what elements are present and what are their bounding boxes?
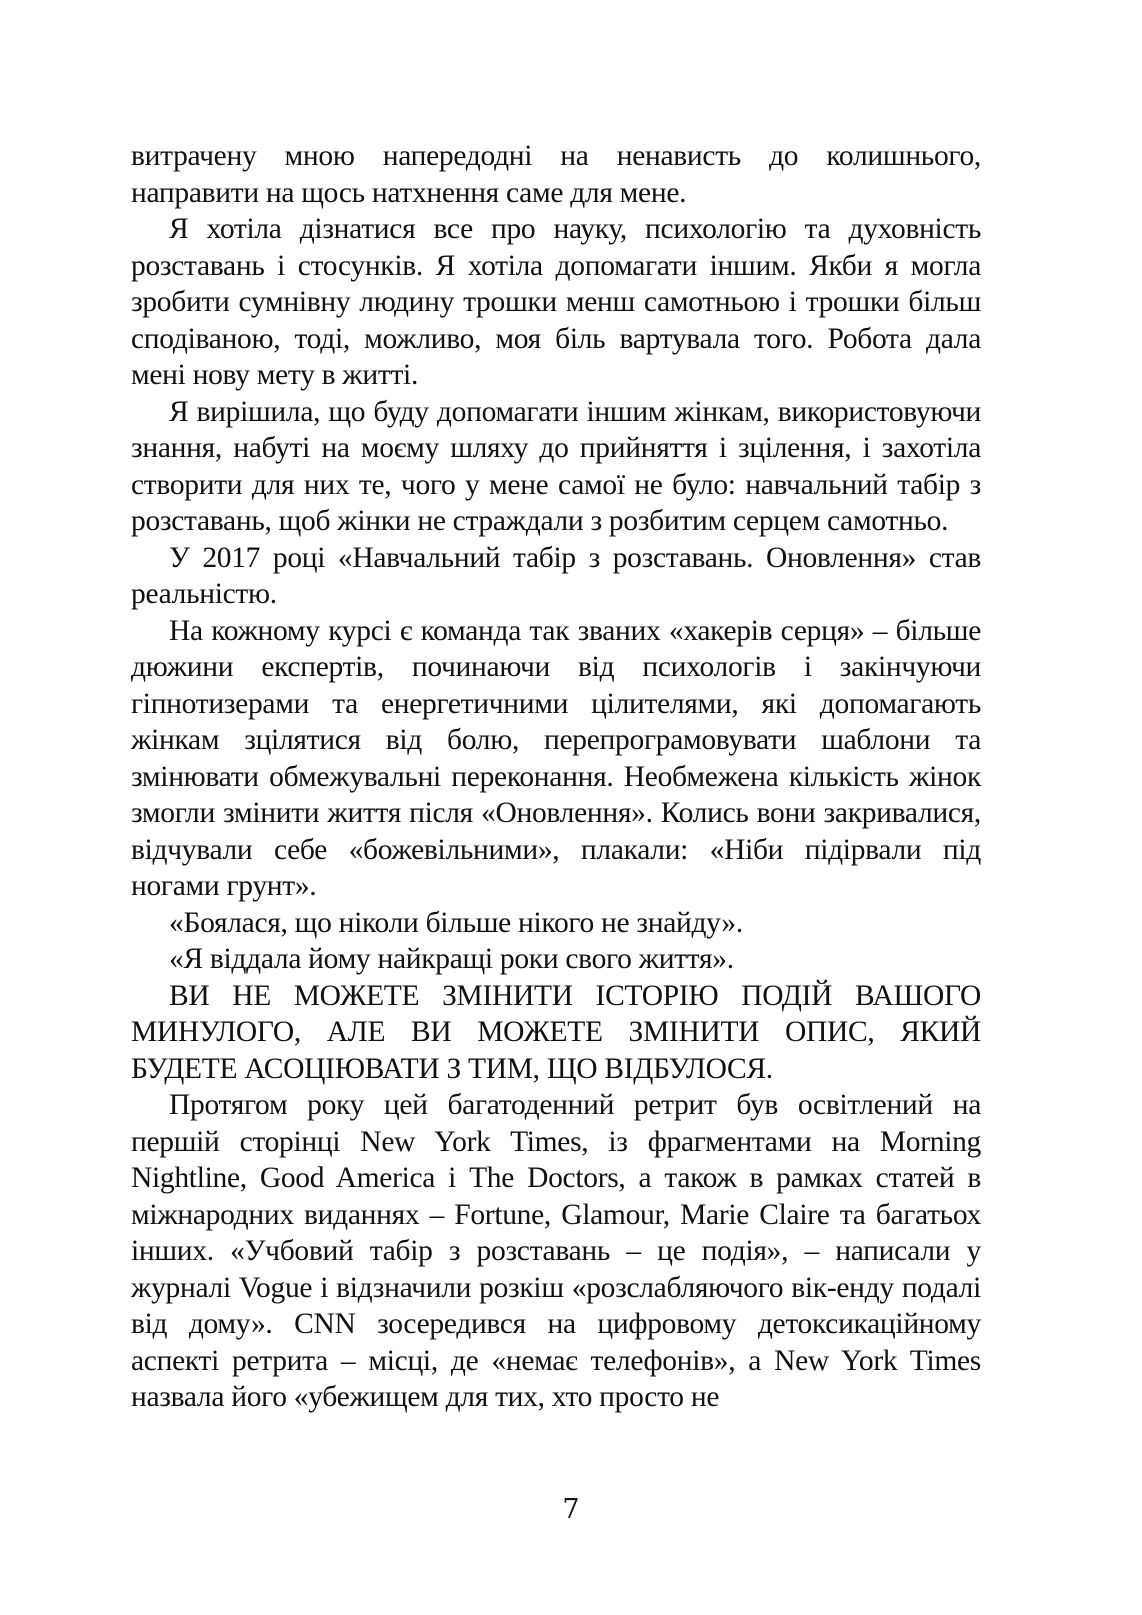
quote-best-years: «Я віддала йому найкращі роки свого життя». (169, 943, 734, 975)
paragraph-heart-hackers: На кожному курсі є команда так званих «хакерів серця» – більше дюжини експертів, починаючи від психологів і закінчуючи гіпнотизерами та енергетичними цілителями, які допомагають жінкам зцілятися від болю, перепрограмовувати шаблони та змінювати обмежувальні переконання. Необмежена кількість жінок змогли змінити життя після «Оновлення». Колись вони закривалися, відчували себе «божевільними», плакали: «Ніби підірвали під ногами грунт». (131, 614, 981, 902)
quote-afraid: «Боялася, що ніколи більше нікого не знайду». (169, 906, 743, 939)
paragraph-continuation: витрачену мною напередодні на ненависть до колишнього, направити на щось натхнення саме для мене. (131, 140, 981, 209)
paragraph-decision: Я вирішила, що буду допомагати іншим жінкам, використовуючи знання, набуті на моєму шляху до прийняття і зцілення, і захотіла створити для них те, чого у мене самої не було: навчальний табір з розставань, щоб жінки не страждали з розбитим серцем самотньо. (131, 395, 981, 537)
paragraph-2017: У 2017 році «Навчальний табір з розставань. Оновлення» став реальністю. (131, 541, 981, 610)
paragraph-learning-goal: Я хотіла дізнатися все про науку, психологію та духовність розставань і стосунків. Я хотіла допомагати іншим. Якби я могла зробити сумнівну людину трошки менш самотньою і трошки більш сподіваною, тоді, можливо, моя біль вартувала того. Робота дала мені нову мету в житті. (131, 213, 981, 391)
paragraph-capital-statement: ВИ НЕ МОЖЕТЕ ЗМІНИТИ ІСТОРІЮ ПОДІЙ ВАШОГО МИНУЛОГО, АЛЕ ВИ МОЖЕТЕ ЗМІНИТИ ОПИС, ЯКИЙ БУДЕТЕ АСОЦІЮВАТИ З ТИМ, ЩО ВІДБУЛОСЯ. (131, 979, 981, 1085)
page-number: 7 (562, 1494, 580, 1525)
paragraph-press-coverage: Протягом року цей багатоденний ретрит був освітлений на першій сторінці New York Times, із фрагментами на Morning Nightline, Good America і The Doctors, а також в рамках статей в міжнародних виданнях – Fortune, Glamour, Marie Claire та багатьох інших. «Учбовий табір з розставань – це подія», – написали у журналі Vogue і відзначили розкіш «розслабляючого вік-енду подалі від дому». CNN зосередився на цифровому детоксикаційному аспекті ретрита – місці, де «немає телефонів», а New York Times назвала його «убежищем для тих, хто просто не (131, 1089, 981, 1413)
document-page (131, 138, 981, 1416)
